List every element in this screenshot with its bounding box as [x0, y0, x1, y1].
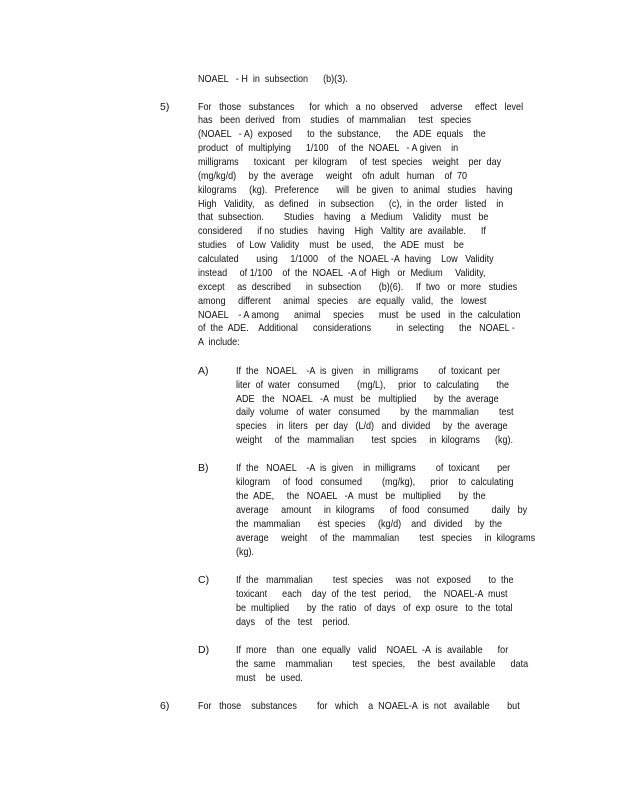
item-5-line: of the ADE. Additional considerations in selecting the NOAEL -	[198, 322, 515, 334]
item-5-line: (mg/kg/d) by the average weight ofn adult human of 70	[198, 170, 468, 182]
item-5-line: High Validity, as defined in subsection (c), in the order listed in	[198, 198, 504, 210]
subitem-c-line: If the mammalian test species was not exposed to the	[236, 574, 514, 586]
item-5-line: instead of 1/100 of the NOAEL -A of High or Medium Validity,	[198, 267, 486, 279]
subitem-c-line: toxicant each day of the test period, the NOAEL-A must	[236, 588, 508, 600]
subitem-d-label: D)	[198, 644, 210, 656]
subitem-a-line: ADE the NOAEL -A must be multiplied by the average	[236, 393, 499, 405]
subitem-a-line: weight of the mammalian test spcies in kilograms (kg).	[236, 434, 514, 446]
subitem-b-line: average weight of the mammalian test species in kilograms	[236, 532, 536, 544]
item-5-number: 5)	[160, 101, 170, 113]
subitem-d-line: the same mammalian test species, the best available data	[236, 658, 529, 670]
item-5-line: among different animal species are equally valid, the lowest	[198, 295, 487, 307]
subitem-b-line: the mammalian ėst species (kg/d) and divided by the	[236, 518, 503, 530]
subitem-b-line: kilogram of food consumed (mg/kg), prior to calculating	[236, 476, 514, 488]
subitem-d-line: If more than one equally valid NOAEL -A is available for	[236, 644, 509, 656]
item-5-line: studies of Low Validity must be used, the ADE must be	[198, 239, 464, 251]
subitem-a-line: liter of water consumed (mg/L), prior to calculating the	[236, 379, 510, 391]
item-5-line: (NOAEL - A) exposed to the substance, the ADE equals the	[198, 128, 486, 140]
item-5-line: milligrams toxicant per kilogram of test species weight per day	[198, 156, 502, 168]
subitem-b-line: (kg).	[236, 546, 255, 558]
subitem-c-line: days of the test period.	[236, 616, 350, 628]
item-5-line: has been derived from studies of mammalian test species	[198, 114, 472, 126]
subitem-a-label: A)	[198, 365, 209, 377]
item-6-number: 6)	[160, 700, 170, 712]
subitem-d-line: must be used.	[236, 672, 303, 684]
subitem-b-line: the ADE, the NOAEL -A must be multiplied by the	[236, 490, 486, 502]
item-5-line: considered if no studies having High Valtity are available. If	[198, 225, 486, 237]
item-5-line: that subsection. Studies having a Medium Validity must be	[198, 211, 489, 223]
subitem-a-line: daily volume of water consumed by the mammalian test	[236, 406, 514, 418]
intro-line: NOAEL - H in subsection (b)(3).	[198, 73, 348, 85]
subitem-b-line: If the NOAEL -A is given in milligrams of toxicant per	[236, 462, 511, 474]
item-5-line: calculated using 1/1000 of the NOAEL -A having Low Validity	[198, 253, 494, 265]
subitem-a-line: If the NOAEL -A is given in milligrams of toxicant per	[236, 365, 501, 377]
item-5-line: product of multiplying 1/100 of the NOAEL - A given in	[198, 142, 459, 154]
item-5-line: except as described in subsection (b)(6). If two or more studies	[198, 281, 518, 293]
item-5-line: kilograms (kg). Preference will be given to animal studies having	[198, 184, 513, 196]
subitem-b-line: average amount in kilograms of food consumed daily by	[236, 504, 528, 516]
item-5-line: NOAEL - A among animal species must be used in the calculation	[198, 309, 521, 321]
item-6-line: For those substances for which a NOAEL-A is not available but	[198, 700, 520, 712]
item-5-line: For those substances for which a no observed adverse effect level	[198, 101, 524, 113]
subitem-b-label: B)	[198, 462, 209, 474]
subitem-c-label: C)	[198, 574, 210, 586]
subitem-a-line: species in liters per day (L/d) and divided by the average	[236, 420, 508, 432]
item-5-line: A include:	[198, 336, 240, 348]
subitem-c-line: be multiplied by the ratio of days of exp osure to the total	[236, 602, 513, 614]
